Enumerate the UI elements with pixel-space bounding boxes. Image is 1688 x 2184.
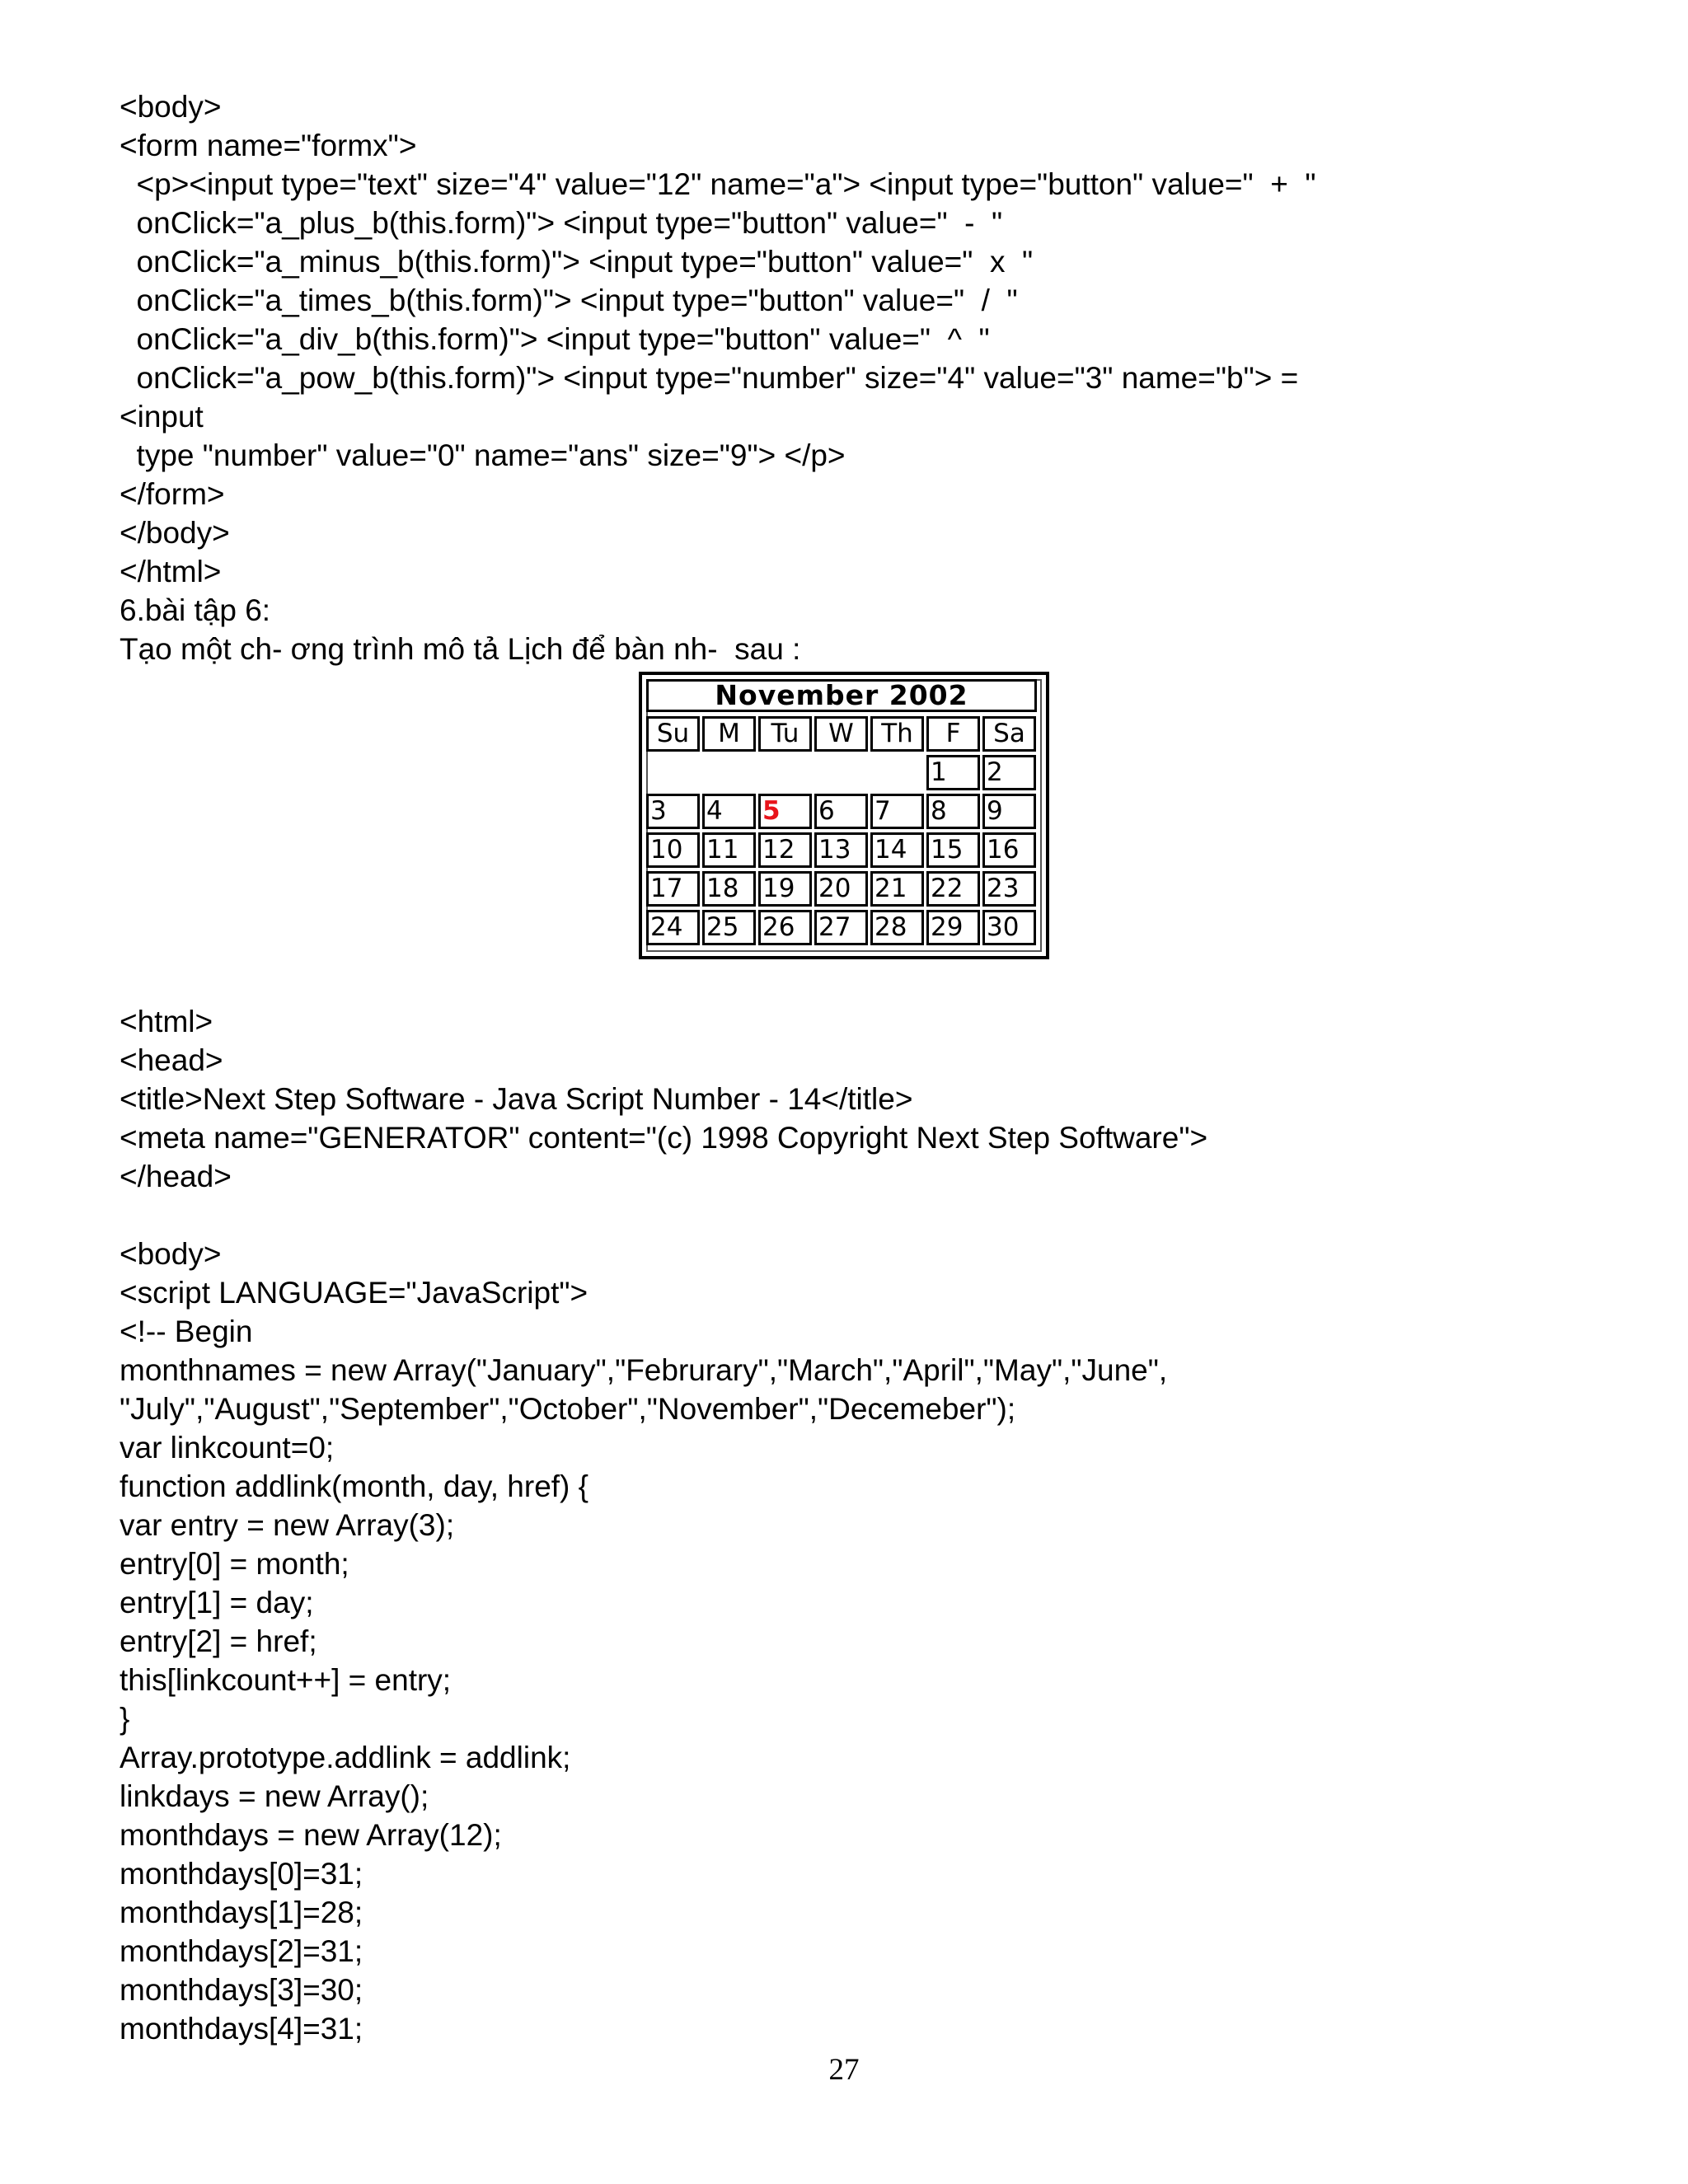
calendar-day: 18 <box>702 871 756 907</box>
calendar-day-empty <box>702 755 756 790</box>
code-line: var entry = new Array(3); <box>120 1508 455 1542</box>
code-line: entry[0] = month; <box>120 1547 349 1581</box>
calendar-day: 16 <box>982 832 1036 868</box>
code-line: <p><input type="text" size="4" value="12" name="a"> <input type="button" value=" + " <box>120 167 1316 201</box>
calendar-day: 15 <box>926 832 980 868</box>
code-line: <script LANGUAGE="JavaScript"> <box>120 1276 588 1310</box>
calendar-day: 23 <box>982 871 1036 907</box>
calendar-day: 24 <box>646 910 700 945</box>
weekday-header: Th <box>870 716 924 752</box>
code-line: entry[2] = href; <box>120 1624 317 1658</box>
code-block-top <box>120 87 1644 668</box>
code-line: </body> <box>120 516 230 550</box>
code-line: <html> <box>120 1005 213 1038</box>
code-line: "July","August","September","October","November","Decemeber"); <box>120 1392 1016 1426</box>
code-line: monthdays[2]=31; <box>120 1934 363 1968</box>
code-line: monthdays[1]=28; <box>120 1896 363 1929</box>
code-line: } <box>120 1702 130 1736</box>
weekday-header: F <box>926 716 980 752</box>
calendar-week-row <box>646 794 1039 829</box>
code-line: onClick="a_minus_b(this.form)"> <input type="button" value=" x " <box>120 245 1034 279</box>
calendar-day: 12 <box>758 832 812 868</box>
calendar-weekday-row <box>646 716 1039 752</box>
calendar-day: 20 <box>814 871 868 907</box>
weekday-header: M <box>702 716 756 752</box>
code-line: monthdays[4]=31; <box>120 2012 363 2046</box>
code-line: linkdays = new Array(); <box>120 1779 429 1813</box>
code-line: onClick="a_pow_b(this.form)"> <input type="number" size="4" value="3" name="b"> = <box>120 361 1299 395</box>
calendar-day: 21 <box>870 871 924 907</box>
calendar-grid <box>646 716 1039 949</box>
code-line: </head> <box>120 1160 232 1193</box>
code-line: </html> <box>120 555 222 588</box>
code-block-head <box>120 1002 1644 1196</box>
calendar-day: 8 <box>926 794 980 829</box>
calendar-day: 28 <box>870 910 924 945</box>
calendar-day: 30 <box>982 910 1036 945</box>
exercise-heading: 6.bài tập 6: <box>120 593 271 627</box>
code-line: this[linkcount++] = entry; <box>120 1663 452 1697</box>
code-line: <meta name="GENERATOR" content="(c) 1998 Copyright Next Step Software"> <box>120 1121 1208 1155</box>
calendar-day: 10 <box>646 832 700 868</box>
weekday-header: Sa <box>982 716 1036 752</box>
calendar-day-empty <box>870 755 924 790</box>
weekday-header: W <box>814 716 868 752</box>
code-line: entry[1] = day; <box>120 1586 314 1619</box>
code-line: <form name="formx"> <box>120 129 417 162</box>
calendar-widget <box>639 672 1049 959</box>
calendar-day: 27 <box>814 910 868 945</box>
calendar-day: 29 <box>926 910 980 945</box>
code-line: <title>Next Step Software - Java Script Number - 14</title> <box>120 1082 913 1116</box>
calendar-day: 6 <box>814 794 868 829</box>
calendar-week-row <box>646 910 1039 945</box>
calendar-day: 3 <box>646 794 700 829</box>
code-line: var linkcount=0; <box>120 1431 335 1465</box>
code-line: <input <box>120 400 204 434</box>
calendar-week-row <box>646 871 1039 907</box>
code-line: monthdays[0]=31; <box>120 1857 363 1891</box>
code-line: <body> <box>120 1237 222 1271</box>
calendar-day: 17 <box>646 871 700 907</box>
code-line: <body> <box>120 90 222 124</box>
calendar-day: 2 <box>982 755 1036 790</box>
code-line: type "number" value="0" name="ans" size="9"> </p> <box>120 438 846 472</box>
calendar-day: 11 <box>702 832 756 868</box>
code-line: onClick="a_plus_b(this.form)"> <input type="button" value=" - " <box>120 206 1003 240</box>
calendar-title: November 2002 <box>646 679 1037 712</box>
calendar-day-highlighted: 5 <box>758 794 812 829</box>
code-block-script <box>120 1235 1644 2048</box>
calendar-day: 22 <box>926 871 980 907</box>
calendar-day-empty <box>758 755 812 790</box>
code-line: <!-- Begin <box>120 1315 253 1348</box>
calendar-day: 19 <box>758 871 812 907</box>
calendar-week-row <box>646 755 1039 790</box>
calendar-day: 26 <box>758 910 812 945</box>
calendar-day: 7 <box>870 794 924 829</box>
calendar-day: 4 <box>702 794 756 829</box>
calendar-day: 1 <box>926 755 980 790</box>
calendar-day: 13 <box>814 832 868 868</box>
weekday-header: Su <box>646 716 700 752</box>
page-number: 27 <box>828 2053 860 2087</box>
calendar-day: 14 <box>870 832 924 868</box>
code-line: monthdays[3]=30; <box>120 1973 363 2007</box>
code-line: monthnames = new Array("January","Februrary","March","April","May","June", <box>120 1353 1168 1387</box>
calendar-day-empty <box>646 755 700 790</box>
exercise-description: Tạo một ch- ơng trình mô tả Lịch để bàn nh- sau : <box>120 632 801 666</box>
code-line: onClick="a_times_b(this.form)"> <input type="button" value=" / " <box>120 284 1018 317</box>
code-line: function addlink(month, day, href) { <box>120 1469 589 1503</box>
calendar-day: 9 <box>982 794 1036 829</box>
weekday-header: Tu <box>758 716 812 752</box>
code-line: monthdays = new Array(12); <box>120 1818 502 1852</box>
calendar-day-empty <box>814 755 868 790</box>
code-line: onClick="a_div_b(this.form)"> <input type="button" value=" ^ " <box>120 322 990 356</box>
code-line: <head> <box>120 1043 223 1077</box>
code-line: </form> <box>120 477 225 511</box>
calendar-week-row <box>646 832 1039 868</box>
calendar-day: 25 <box>702 910 756 945</box>
code-line: Array.prototype.addlink = addlink; <box>120 1741 571 1774</box>
